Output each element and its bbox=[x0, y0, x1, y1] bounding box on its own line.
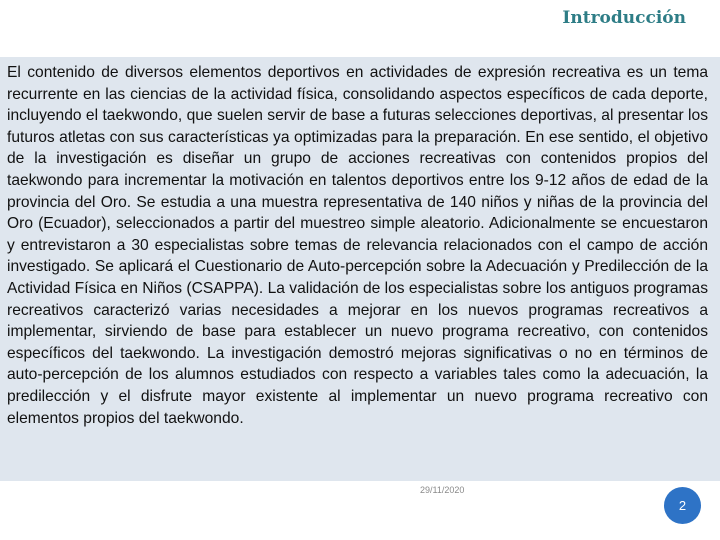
content-box bbox=[0, 57, 720, 481]
slide-title: Introducción bbox=[562, 8, 686, 28]
page-number: 2 bbox=[678, 498, 687, 513]
slide-date: 29/11/2020 bbox=[420, 485, 465, 495]
page-number-badge bbox=[664, 487, 701, 524]
body-paragraph: El contenido de diversos elementos deportivos en actividades de expresión recreativa es un tema recurrente en las ciencias de la actividad física, consolidando aspectos específicos de cada deporte, incluyendo el taekwondo, que suelen servir de base a futuras selecciones deportivas, al presentar los futuros atletas con sus características ya optimizadas para la preparación. En ese sentido, el objetivo de la investigación es diseñar un grupo de acciones recreativas con contenidos propios del taekwondo para incrementar la motivación en talentos deportivos entre los 9-12 años de edad de la provincia del Oro. Se estudia a una muestra representativa de 140 niños y niñas de la provincia del Oro (Ecuador), seleccionados a partir del muestreo simple aleatorio. Adicionalmente se encuestaron y entrevistaron a 30 especialistas sobre temas de relevancia relacionados con el campo de acción investigado. Se aplicará el Cuestionario de Auto-percepción sobre la Adecuación y Predilección de la Actividad Física en Niños (CSAPPA). La validación de los especialistas sobre los antiguos programas recreativos caracterizó varias necesidades a mejorar en los nuevos programas recreativos a implementar, sirviendo de base para establecer un nuevo programa recreativo, con contenidos específicos del taekwondo. La investigación demostró mejoras significativas o no en términos de auto-percepción de los alumnos estudiados con respecto a variables tales como la adecuación, la predilección y el disfrute mayor existente al implementar un nuevo programa recreativo con elementos propios del taekwondo. bbox=[7, 64, 708, 427]
